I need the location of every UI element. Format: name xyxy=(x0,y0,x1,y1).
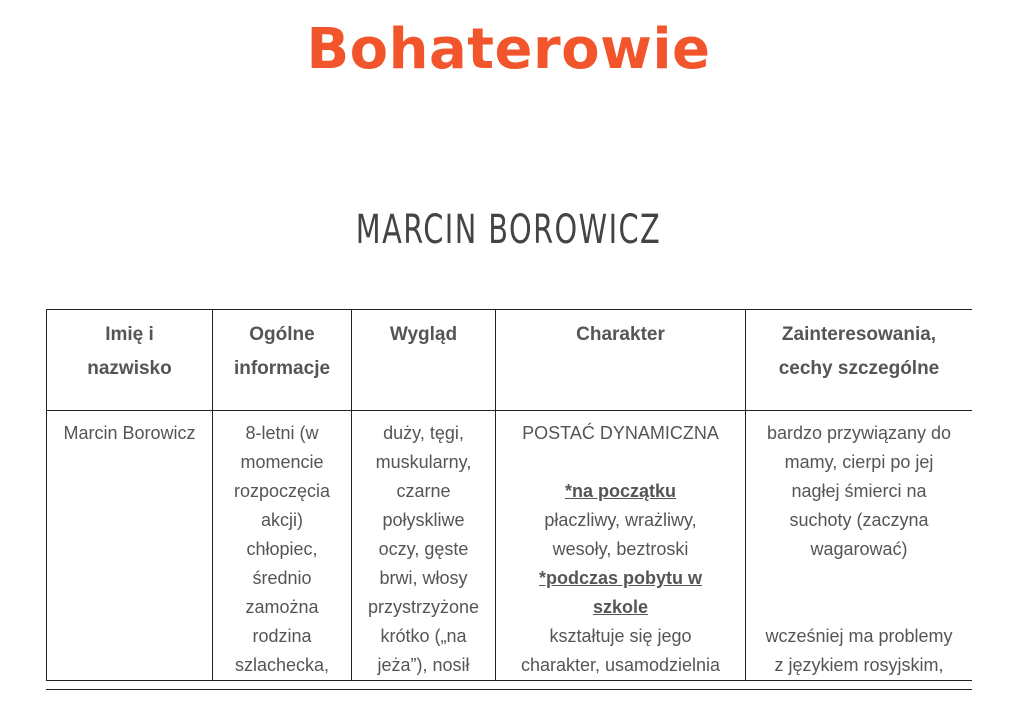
header-text: Imię i xyxy=(105,324,154,345)
cell-text: 8-letni (w xyxy=(245,423,319,443)
cell-text: akcji) xyxy=(260,510,303,530)
cell-text: krótko („na xyxy=(380,626,467,646)
cell-text: brwi, włosy xyxy=(379,568,468,588)
cell-general xyxy=(213,411,352,681)
cell-text: oczy, gęste xyxy=(378,539,469,559)
table-header-row xyxy=(47,310,973,411)
header-text: informacje xyxy=(233,358,331,379)
cell-subheading: *na początku xyxy=(564,481,677,501)
cell-text: z językiem rosyjskim, xyxy=(774,655,944,675)
header-character xyxy=(496,310,746,411)
cell-text: szlachecka, xyxy=(234,655,330,675)
spacer xyxy=(746,564,972,593)
cell-text: chłopiec, xyxy=(246,539,318,559)
cell-name xyxy=(47,411,213,681)
header-interests xyxy=(746,310,973,411)
cell-interests xyxy=(746,411,973,681)
cell-text: wagarować) xyxy=(810,539,908,559)
cell-text: wcześniej ma problemy xyxy=(765,626,953,646)
cell-text: bardzo przywiązany do xyxy=(766,423,952,443)
cell-text: charakter, usamodzielnia xyxy=(520,655,721,675)
cell-text: rozpoczęcia xyxy=(233,481,331,501)
cell-subheading: *podczas pobytu w xyxy=(538,568,702,588)
characters-table xyxy=(46,309,972,681)
spacer xyxy=(746,593,972,622)
cell-text: połyskliwe xyxy=(382,510,465,530)
cell-text: czarne xyxy=(396,481,451,501)
spacer xyxy=(496,448,745,477)
header-text: nazwisko xyxy=(87,358,172,379)
cell-text: rodzina xyxy=(252,626,312,646)
cell-text: momencie xyxy=(240,452,324,472)
cell-text: duży, tęgi, xyxy=(383,423,464,443)
header-text: Charakter xyxy=(576,324,665,345)
cell-text: płaczliwy, wrażliwy, xyxy=(544,510,697,530)
cell-text: jeża”), nosił xyxy=(377,655,470,675)
characters-table-container xyxy=(46,309,972,690)
table-row xyxy=(47,411,973,681)
cell-text: mamy, cierpi po jej xyxy=(784,452,934,472)
cell-text: przystrzyżone xyxy=(367,597,480,617)
cell-text: średnio xyxy=(252,568,312,588)
header-name xyxy=(47,310,213,411)
cell-text: wesoły, beztroski xyxy=(552,539,689,559)
page-title: Bohaterowie xyxy=(306,17,711,82)
header-appearance xyxy=(352,310,496,411)
cell-text: Marcin Borowicz xyxy=(63,423,196,443)
section-title: MARCIN BOROWICZ xyxy=(355,207,662,253)
header-text: Zainteresowania, xyxy=(781,324,937,345)
cell-text: zamożna xyxy=(245,597,319,617)
header-text: Ogólne xyxy=(249,324,315,345)
cell-appearance xyxy=(352,411,496,681)
header-text: Wygląd xyxy=(389,324,458,345)
cell-subheading: szkole xyxy=(592,597,649,617)
cell-character xyxy=(496,411,746,681)
cell-text: muskularny, xyxy=(375,452,472,472)
header-general xyxy=(213,310,352,411)
cell-text: suchoty (zaczyna xyxy=(789,510,929,530)
cell-text: POSTAĆ DYNAMICZNA xyxy=(522,423,719,443)
cell-text: kształtuje się jego xyxy=(549,626,692,646)
header-text: cechy szczególne xyxy=(778,358,940,379)
cell-text: nagłej śmierci na xyxy=(791,481,927,501)
